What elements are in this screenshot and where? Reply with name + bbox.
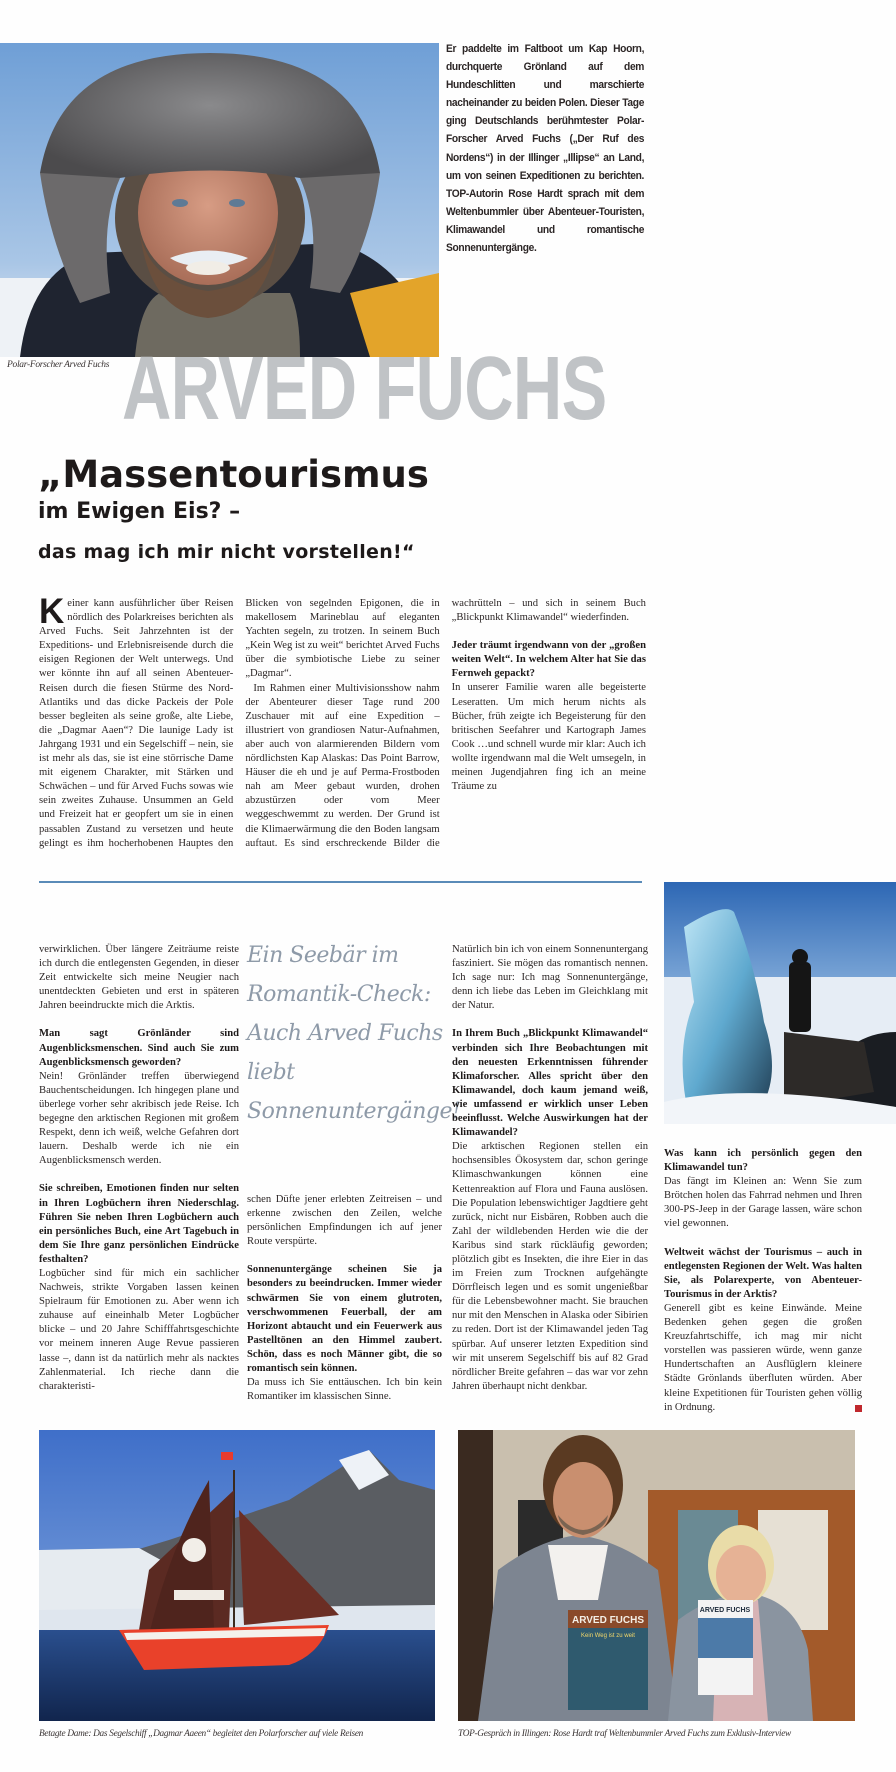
portrait-caption: Polar-Forscher Arved Fuchs (7, 360, 110, 370)
portrait-photo (0, 43, 439, 357)
answer-4-part-1: Da muss ich Sie enttäuschen. Ich bin kein Romantiker im klassischen Sinne. (247, 1377, 442, 1403)
intro-text: Er paddelte im Faltboot um Kap Hoorn, durchquerte Grönland auf dem Hundeschlitten und marschierte nacheinander zu beiden Polen. Dieser Tage ging Deutschlands berühmtester Polar-Forscher Arved Fuchs („Der Ruf des Nordens“) in der Illinger „Illipse“ an Land, um von seinen Expeditionen zu berichten. TOP-Autorin Rose Hardt sprach mit dem Weltenbummler über Abenteuer-Touristen, Klimawandel und romantische Sonnenuntergänge. (446, 43, 645, 255)
ship-photo (39, 1430, 435, 1721)
ship-caption: Betagte Dame: Das Segelschiff „Dagmar Aaeen“ begleitet den Polarforscher auf viele Reisen (39, 1729, 364, 1739)
book-1-subtitle: Kein Weg ist zu weit (581, 1633, 635, 1639)
answer-4-part-2: Natürlich bin ich von einem Sonnenuntergang fasziniert. Sie mögen das romantisch nennen. Ich sage nur: Ich mag Sonnenuntergänge, denn ich liebe das Leben im Gleichklang mit der Natur. (452, 944, 648, 1012)
question-2: Man sagt Grönländer sind Augenblicksmenschen. Sind auch Sie zum Augenblicksmensch geworden? (39, 1028, 239, 1068)
section-divider (39, 881, 642, 883)
answer-1-part-1: In unserer Familie waren alle begeisterte Leseratten. Um mich herum nichts als Bücher, früh zeigte ich Begeisterung für den britischen Seefahrer und Kartograph James Cook …und schnell wurde mir klar: Auch ich wollte irgendwann mal die Welt umsegeln, in meinen Jugendjahren fing ich an meine Träume zu (451, 682, 646, 793)
pull-quote: Ein Seebär im Romantik-Check: Auch Arved Fuchs liebt Sonnenuntergänge! (247, 943, 461, 1124)
article-lower-col-4 (664, 1147, 862, 1415)
question-4: Sonnenuntergänge scheinen Sie ja besonders zu beeindrucken. Immer wieder schwärmen Sie von einem glutroten, verschwommenen Feuerball, der am Horizont abtaucht und ein Feuerwerk aus Pastelltönen an den Himmel zaubert. Schön, dass es noch Männer gibt, die so romantisch sein können. (247, 1264, 442, 1375)
book-1-title: ARVED FUCHS (571, 1615, 645, 1626)
interview-photo (458, 1430, 855, 1721)
question-7: Weltweit wächst der Tourismus – auch in entlegensten Regionen der Welt. Was halten Sie, als Polarexperte, von Abenteuer-Tourismus in der Arktis? (664, 1246, 862, 1300)
headline-line-2: im Ewigen Eis? – (38, 499, 241, 524)
answer-6: Das fängt im Kleinen an: Wenn Sie zum Brötchen holen das Fahrrad nehmen und Ihren 300-PS-Jeep in der Garage lassen, wäre schon viel gewonnen. (664, 1176, 862, 1230)
question-1: Jeder träumt irgendwann von der „großen weiten Welt“. In welchem Alter hat Sie das Fernweh gepackt? (451, 640, 646, 680)
question-5: In Ihrem Buch „Blickpunkt Klimawandel“ verbinden sich Ihre Beobachtungen mit den neuesten Erkenntnissen führender Klimaforscher. Alles spricht über den Klimawandel, doch kaum jemand weiß, wie umfassend er wirklich unser Leben beeinflusst. Welche Auswirkungen hat der Klimawandel? (452, 1028, 648, 1139)
article-paragraph-2: Im Rahmen einer Multivisionsshow nahm der Abenteurer dieser Tage rund 200 Zuschauer mit auf eine Expedition – illustriert von grandiosen Natur-Aufnahmen, aber auch von alarmierenden Bildern vom nördlichsten Kap Alaskas: Das Point Barrow, Häuser die eh und je auf Perma-Frostboden nah am Meer gebaut wurden, drohen abzustürzen oder vom Meer weggeschwemmt zu werden. Der Grund ist die Klimaerwärmung die den Boden langsam auftaut. Es sind erschreckende Bilder die wachrütteln – und sich in seinem Buch „Blickpunkt Klimawandel“ wiederfinden. (245, 598, 646, 849)
page-title: ARVED FUCHS (122, 339, 607, 439)
answer-7-text: Generell gibt es keine Einwände. Meine Bedenken gehen gegen die großen Kreuzfahrtschiffe, ich mag mir nicht vorstellen was passieren würde, wenn ganze Hundertschaften an Ausflüglern kleinere Städte Grönlands überfluten würden. Aber kleine Expetitionen für Touristen gehen völlig in Ordnung. (664, 1302, 862, 1413)
answer-3-part-2: schen Düfte jener erlebten Zeitreisen – und erkenne zwischen den Zeilen, welche persönlichen Empfindungen ich auf jener Route verspürte. (247, 1194, 442, 1248)
interview-caption: TOP-Gespräch in Illingen: Rose Hardt traf Weltenbummler Arved Fuchs zum Exklusiv-Interview (458, 1729, 791, 1739)
article-lower-col-2 (247, 1193, 442, 1404)
article-lower-col-1 (39, 943, 239, 1394)
drop-cap: K (39, 592, 65, 631)
answer-5: Die arktischen Regionen stellen ein hochsensibles Ökosystem dar, schon geringe Klimaschwankungen können eine Kettenreaktion auf Flora und Fauna auslösen. Die Population lebenswichtiger Jagdtiere geht zurück, nicht nur Eisbären, Robben auch die Zahl der wildlebenden Herden wie die der Karibus sind stark rückläufig geworden; plötzlich gibt es Insekten, die ihre Eier in das im Freien zum Trocknen aufgehängte Dörrfleisch legen und es somit ungenießbar für die Lebensbewohner macht. Sie brauchen nur mit den Menschen in Alaska oder Sibirien zu reden. Dort ist der Klimawandel jeden Tag spürbar. Auf unserer letzten Expedition sind wir mit unserem Segelschiff bis auf 82 Grad nördlicher Breite gefahren – das war vor zehn Jahren überhaupt nicht denkbar. (452, 1141, 648, 1392)
article-intro-text: einer kann ausführlicher über Reisen nördlich des Polarkreises berichten als Arved Fuchs. Seit Jahrzehnten ist der Expeditions- und Erlebnisreisende durch die eisigen Regionen der Welt unterwegs. Und wer könnte ihn auf all seinen Abenteuer-Reisen durch die fiesen Stürme des Nord-Atlantiks und das dicke Packeis der Pole besser begleiten als seine große, alte Liebe, die „Dagmar Aaen“? Die launige Lady ist Jahrgang 1931 und ein Segelschiff – nein, sie ist mehr als das, sie ist eine störrische Dame mit eigenem Charakter, mit Stärken und Schwächen – und für Arved Fuchs sowas wie sein zweites Zuhause. Unsummen an Geld und Freizeit hat er geopfert um sie in einen passablen Zustand zu versetzen und heute gelingt es ihm hocherhobenen Hauptes den Blicken von segelnden Epigonen, die in makellosem Marineblau auf eleganten Yachten segeln, zu trotzen. In seinem Buch „Kein Weg ist zu weit“ berichtet Arved Fuchs über die symbiotische Liebe zu seiner „Dagmar“. (39, 598, 440, 849)
headline-line-1: „Massentourismus (38, 453, 429, 496)
article-upper (39, 592, 646, 859)
book-2-title: ARVED FUCHS (699, 1607, 751, 1614)
answer-3-part-1: Logbücher sind für mich ein sachlicher Nachweis, strikte Vorgaben lassen keinen Spielraum für Emotionen zu. Aber wenn ich zuhause auf eineinhalb Meter Logbücher blicke – und 20 Jahre Schifffahrtsgeschichte vor meinem inneren Auge Revue passieren lasse –, dann ist da natürlich mehr als nacktes Zahlenmaterial. Ich rieche dann die charakteristi- (39, 1267, 239, 1392)
question-6: Was kann ich persönlich gegen den Klimawandel tun? (664, 1148, 862, 1174)
ice-photo (664, 882, 896, 1124)
answer-2: Nein! Grönländer treffen überwiegend Bauchentscheidungen. Ich hingegen plane und überlege vorher sehr akribisch jede Reise. Ich begegne den arktischen Regionen mit großem Respekt, denn ich weiß, welche Gefahren dort lauern. Deshalb werde ich nie ein Augenblicksmensch werden. (39, 1070, 239, 1167)
answer-7 (664, 1302, 862, 1415)
answer-1-part-2: verwirklichen. Über längere Zeiträume reiste ich durch die entlegensten Gegenden, in dieser Zeit entwickelte sich meine Neugier nach unentdeckten Gebieten und erst in späteren Jahren beeindruckte mich die Arktis. (39, 944, 239, 1012)
question-3: Sie schreiben, Emotionen finden nur selten in Ihren Logbüchern ihren Niederschlag. Führen Sie neben Ihren Logbüchern auch ein persönliches Buch, eine Art Tagebuch in dem Sie Ihre ganz persönlichen Eindrücke festhalten? (39, 1183, 239, 1265)
article-lower-col-3 (452, 943, 648, 1394)
headline-line-3: das mag ich mir nicht vorstellen!“ (38, 541, 415, 563)
end-mark-icon (855, 1405, 862, 1412)
